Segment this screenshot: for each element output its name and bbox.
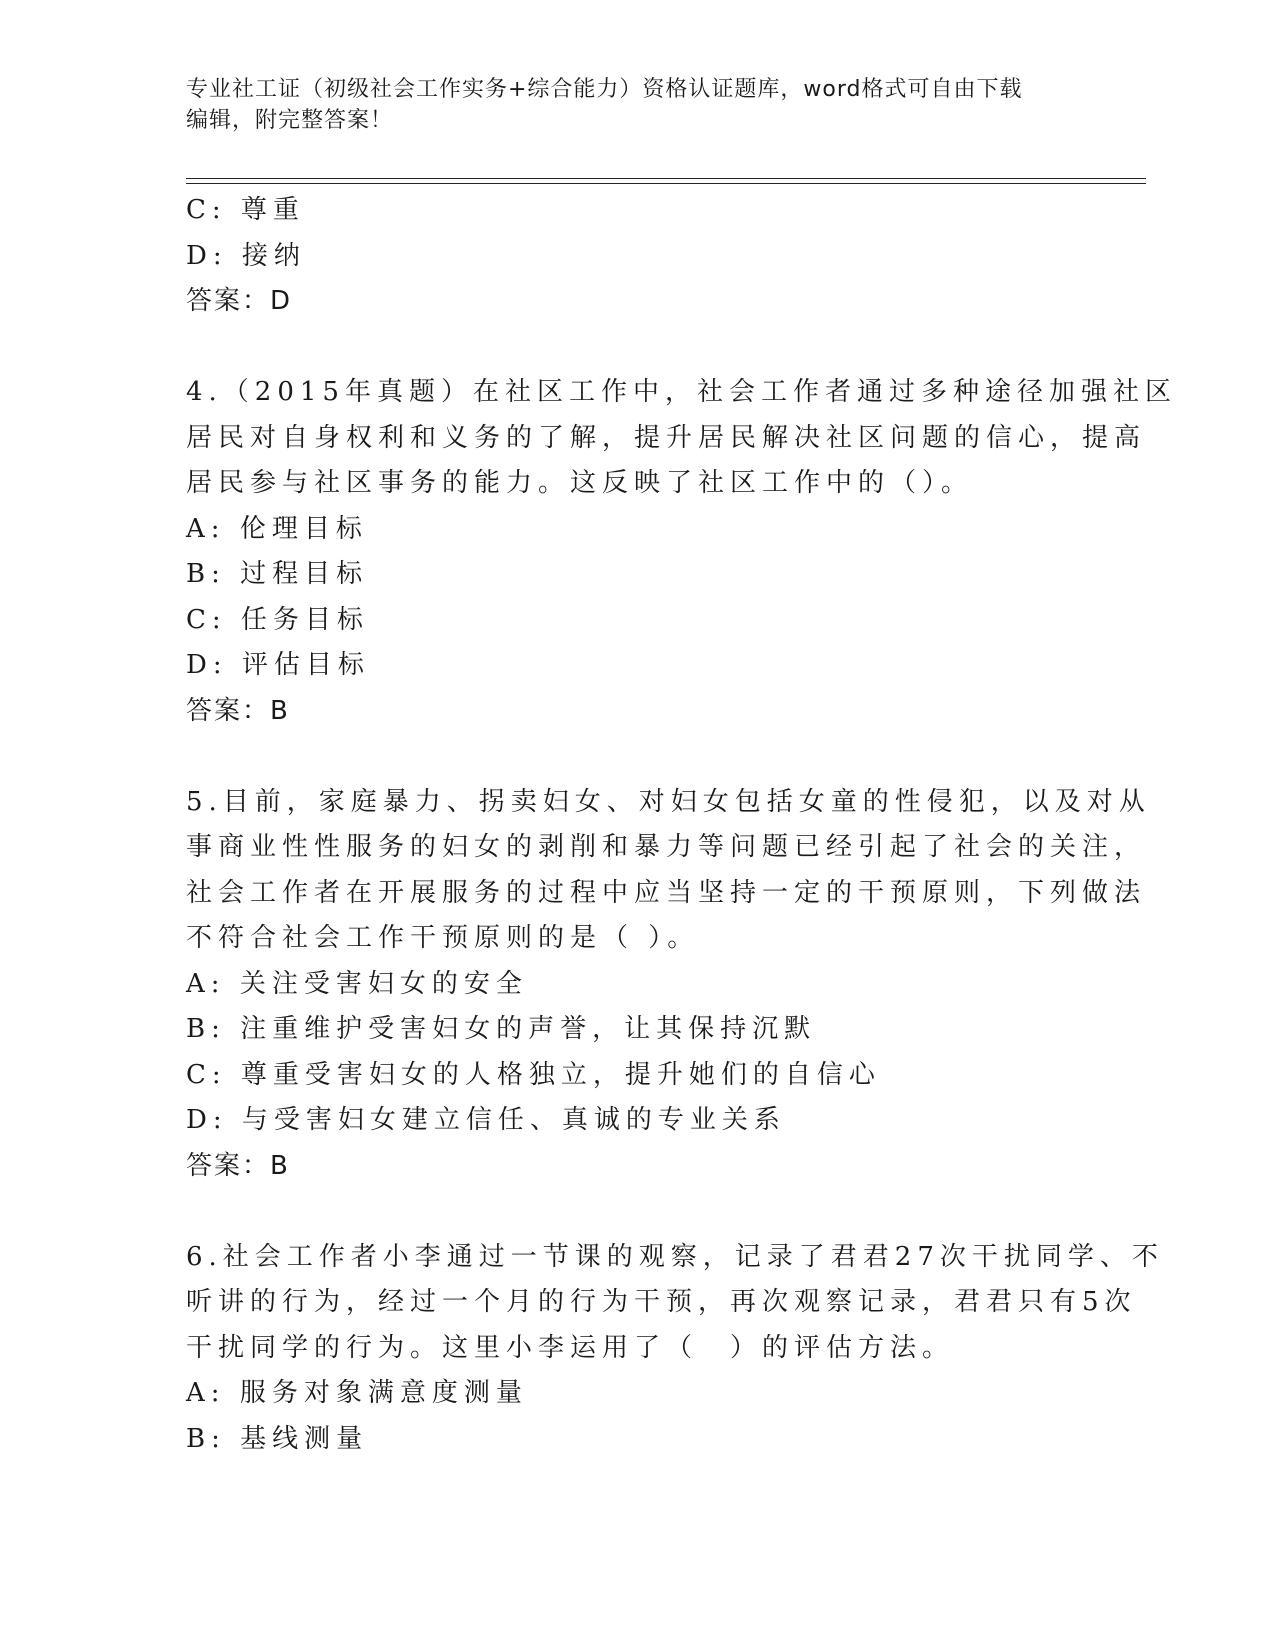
answer-line: 答案：B <box>186 695 290 726</box>
question-stem-line: 听讲的行为，经过一个月的行为干预，再次观察记录，君君只有5次 <box>186 1287 1137 1317</box>
question-5 <box>186 780 1151 1190</box>
question-4 <box>186 370 1177 734</box>
answer-line: 答案：D <box>186 286 293 316</box>
question-stem-line: 6.社会工作者小李通过一节课的观察，记录了君君27次干扰同学、不 <box>186 1241 1164 1272</box>
header-line-1: 专业社工证（初级社会工作实务+综合能力）资格认证题库，word格式可自由下载 <box>186 77 1023 102</box>
question-stem-line: 干扰同学的行为。这里小李运用了（ ）的评估方法。 <box>186 1332 955 1363</box>
option-b: B: 基线测量 <box>186 1423 369 1454</box>
header-line-2: 编辑，附完整答案！ <box>186 108 394 133</box>
option-a: A: 关注受害妇女的安全 <box>186 968 528 999</box>
option-a: A: 服务对象满意度测量 <box>186 1378 528 1408</box>
option-d: D: 与受害妇女建立信任、真诚的专业关系 <box>186 1105 786 1135</box>
option-d: D: 评估目标 <box>186 650 370 680</box>
question-3-tail <box>186 188 1086 325</box>
question-stem-line: 5.目前，家庭暴力、拐卖妇女、对妇女包括女童的性侵犯，以及对从 <box>186 786 1151 817</box>
option-a: A: 伦理目标 <box>186 513 368 544</box>
question-stem-line: 4.（2015年真题）在社区工作中，社会工作者通过多种途径加强社区 <box>186 377 1177 407</box>
header-divider-top <box>186 178 1146 179</box>
document-header <box>186 74 1086 136</box>
option-b: B: 注重维护受害妇女的声誉，让其保持沉默 <box>186 1014 817 1044</box>
question-stem-line: 居民对自身权利和义务的了解，提升居民解决社区问题的信心，提高 <box>186 422 1147 453</box>
answer-line: 答案：B <box>186 1150 290 1181</box>
option-c: C: 尊重受害妇女的人格独立，提升她们的自信心 <box>186 1059 881 1090</box>
question-stem-line: 居民参与社区事务的能力。这反映了社区工作中的（）。 <box>186 468 974 498</box>
question-6 <box>186 1235 1164 1463</box>
header-divider-bottom <box>186 183 1146 184</box>
question-content <box>186 188 1177 1462</box>
question-stem-line: 事商业性性服务的妇女的剥削和暴力等问题已经引起了社会的关注， <box>186 832 1147 862</box>
option-c: C: 任务目标 <box>186 604 369 635</box>
option-b: B: 过程目标 <box>186 559 369 589</box>
option-d: D: 接纳 <box>186 240 306 271</box>
question-stem-line: 不符合社会工作干预原则的是（ ）。 <box>186 923 700 953</box>
option-c: C: 尊重 <box>186 195 305 225</box>
question-stem-line: 社会工作者在开展服务的过程中应当坚持一定的干预原则，下列做法 <box>186 877 1147 908</box>
